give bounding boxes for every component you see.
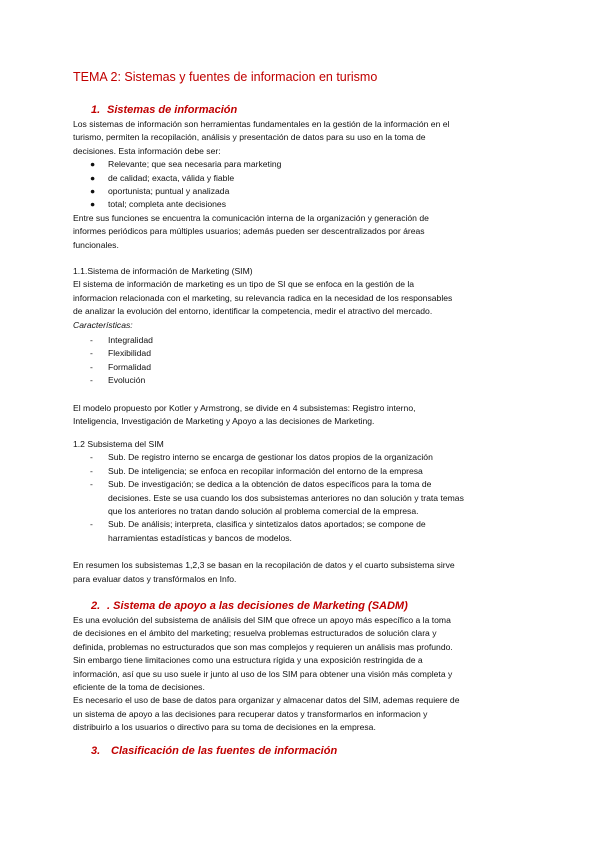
paragraph-line: de decisiones en el ámbito del marketing; resuelva problemas estructurados de solución clara y <box>73 628 437 639</box>
dash-text: Sub. De inteligencia; se enfoca en recopilar información del entorno de la empresa <box>108 465 423 476</box>
dash-item <box>73 465 523 478</box>
paragraph-line: Los sistemas de información son herramientas fundamentales en la gestión de la información en el <box>73 119 450 129</box>
section-title: Sistemas de información <box>107 104 238 116</box>
dash-item <box>73 451 523 464</box>
dash-item <box>73 361 523 374</box>
section-title: Clasificación de las fuentes de información <box>111 745 338 757</box>
bullet-dot-icon: ● <box>90 199 96 210</box>
section-number: 2. <box>91 600 101 612</box>
dash-icon: - <box>90 452 93 463</box>
dash-item <box>73 347 523 360</box>
paragraph-line: funcionales. <box>73 239 119 250</box>
subsection-heading: 1.2 Subsistema del SIM <box>73 439 164 449</box>
dash-item <box>73 518 523 531</box>
dash-text: Flexibilidad <box>108 348 151 359</box>
bullet-dot-icon: ● <box>90 159 96 170</box>
section-number: 1. <box>91 104 101 116</box>
section-2-body <box>73 614 523 735</box>
dash-text: Sub. De investigación; se dedica a la obtención de datos específicos para la toma de <box>108 479 432 490</box>
page-title: TEMA 2: Sistemas y fuentes de informacion en turismo <box>73 70 378 84</box>
paragraph-line: El sistema de información de marketing es un tipo de SI que se enfoca en la gestión de la <box>73 279 415 290</box>
section-3-heading <box>91 745 337 757</box>
dash-text: Sub. De análisis; interpreta, clasifica y sintetizalos datos aportados; se compone de <box>108 519 426 530</box>
subsection-heading: 1.1.Sistema de información de Marketing (SIM) <box>73 266 253 276</box>
paragraph-line: Entre sus funciones se encuentra la comunicación interna de la organización y generación de <box>73 212 429 223</box>
section-number: 3. <box>91 745 101 757</box>
bullet-text: Relevante; que sea necesaria para marketing <box>108 159 282 170</box>
bullet-text: total; completa ante decisiones <box>108 199 226 210</box>
paragraph-line: definida, problemas no estructurados que son mas complejos y requieren un análisis mas profundo. <box>73 641 453 652</box>
dash-item <box>73 478 523 491</box>
paragraph-line: información, así que su uso suele ir junto al uso de los SIM para obtener una visión más completa y <box>73 668 453 679</box>
section-1-heading <box>91 104 237 116</box>
paragraph-line: informes periódicos para múltiples usuarios; además pueden ser descentralizados por áreas <box>73 226 425 237</box>
paragraph-line: Es una evolución del subsistema de análisis del SIM que ofrece un apoyo más específico a la toma <box>73 615 451 625</box>
paragraph-line: En resumen los subsistemas 1,2,3 se basan en la recopilación de datos y el cuarto subsistema sirve <box>73 560 455 571</box>
dash-item <box>73 334 523 347</box>
dash-continuation: harramientas estadísticas y bancos de modelos. <box>108 532 292 543</box>
paragraph-line: distribuirlo a los usuarios o directivo para su toma de decisiones en la empresa. <box>73 722 376 733</box>
section-2-heading <box>91 600 408 612</box>
dash-icon: - <box>90 348 93 359</box>
dash-text: Evolución <box>108 375 146 386</box>
bullet-dot-icon: ● <box>90 172 96 183</box>
section-title: . Sistema de apoyo a las decisiones de Marketing (SADM) <box>107 600 408 612</box>
dash-icon: - <box>90 465 93 476</box>
section-1-2 <box>73 438 523 586</box>
characteristics-label: Características: <box>73 319 133 330</box>
dash-icon: - <box>90 361 93 372</box>
paragraph-line: eficiente de la toma de decisiones. <box>73 681 205 692</box>
bullet-dot-icon: ● <box>90 185 96 196</box>
paragraph-line: de analizar la evolución del entorno, identificar la competencia, medir el atractivo del mercado. <box>73 306 433 317</box>
bullet-item <box>73 198 523 211</box>
bullet-item <box>73 185 523 198</box>
paragraph-line: decisiones. Esta información debe ser: <box>73 145 221 156</box>
paragraph-line: un sistema de apoyo a las decisiones para recuperar datos y transformarlos en informacion y <box>73 708 428 719</box>
paragraph-line: El modelo propuesto por Kotler y Armstrong, se divide en 4 subsistemas: Registro interno, <box>73 402 416 413</box>
dash-text: Integralidad <box>108 334 153 345</box>
dash-icon: - <box>90 519 93 530</box>
dash-icon: - <box>90 479 93 490</box>
dash-icon: - <box>90 375 93 386</box>
paragraph-line: informacion relacionada con el marketing, su relevancia radica en la necesidad de los responsables <box>73 292 453 303</box>
section-1-body <box>73 118 523 252</box>
paragraph-line: Es necesario el uso de base de datos para organizar y almacenar datos del SIM, ademas requiere de <box>73 695 460 706</box>
dash-icon: - <box>90 334 93 345</box>
bullet-text: oportunista; puntual y analizada <box>108 185 230 196</box>
bullet-item <box>73 158 523 171</box>
bullet-text: de calidad; exacta, válida y fiable <box>108 172 235 183</box>
dash-text: Formalidad <box>108 361 151 372</box>
bullet-item <box>73 172 523 185</box>
paragraph-line: turismo, permiten la recopilación, análisis y presentación de datos para su uso en la toma de <box>73 132 426 143</box>
dash-continuation: decisiones. Este se usa cuando los dos subsistemas anteriores no dan solución y trata temas <box>108 492 464 503</box>
section-1-1 <box>73 265 523 428</box>
dash-continuation: que los anteriores no tratan dando solución al problema comercial de la empresa. <box>108 505 419 516</box>
paragraph-line: Sin embargo tiene limitaciones como una estructura rígida y una exposición restringida de a <box>73 655 423 666</box>
dash-text: Sub. De registro interno se encarga de gestionar los datos propios de la organización <box>108 452 433 463</box>
paragraph-line: para evaluar datos y transfórmalos en Info. <box>73 573 237 584</box>
paragraph-line: Inteligencia, Investigación de Marketing y Apoyo a las decisiones de Marketing. <box>73 415 375 426</box>
dash-item <box>73 374 523 387</box>
